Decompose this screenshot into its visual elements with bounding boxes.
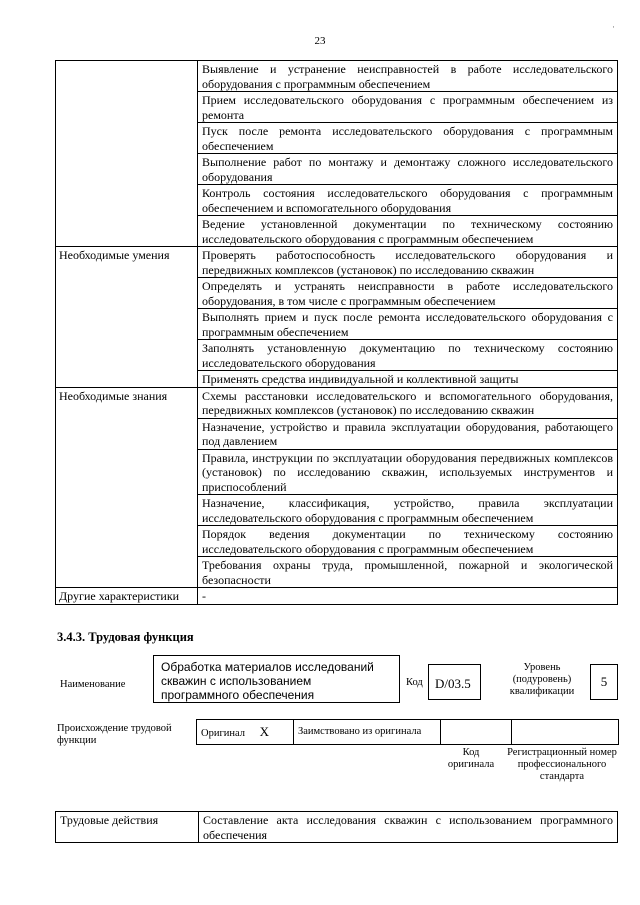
- corner-mark: ·: [612, 22, 615, 32]
- registration-number-cell: [512, 720, 619, 745]
- function-name-box: Обработка материалов исследований скважин с использованием программного обеспечения: [153, 655, 400, 703]
- competency-table: [55, 60, 618, 605]
- row-text: Определять и устранять неисправности в работе исследовательского оборудования, в том числе с программным обеспечением: [198, 278, 618, 309]
- row-text: Схемы расстановки исследовательского и вспомогательного оборудования, передвижных комплексов (установок) по исследованию скважин: [198, 387, 618, 418]
- row-text: Выполнять прием и пуск после ремонта исследовательского оборудования с программным обеспечением: [198, 309, 618, 340]
- table-row: [56, 247, 618, 278]
- level-label: Уровень (подуровень) квалификации: [509, 662, 575, 697]
- row-text: Назначение, устройство и правила эксплуатации оборудования, работающего под давлением: [198, 418, 618, 449]
- row-text: Правила, инструкции по эксплуатации оборудования передвижных комплексов (установок) по исследованию скважин, используемых инструментов и приспособлений: [198, 449, 618, 495]
- row-text: Проверять работоспособность исследовательского оборудования и передвижных комплексов (установок) по исследованию скважин: [198, 247, 618, 278]
- row-text: Порядок ведения документации по техническому состоянию исследовательского оборудования с программным обеспечением: [198, 526, 618, 557]
- page-number: 23: [314, 35, 326, 47]
- table-row: [56, 61, 618, 92]
- origin-label: Происхождение трудовой функции: [57, 723, 172, 746]
- borrowed-cell: [294, 720, 441, 745]
- borrowed-label: Заимствовано из оригинала: [298, 726, 422, 737]
- original-code-cell: [441, 720, 512, 745]
- code-box: D/03.5: [428, 664, 481, 700]
- row-text: Пуск после ремонта исследовательского оборудования с программным обеспечением: [198, 123, 618, 154]
- original-cell: [197, 720, 294, 745]
- row-text: -: [198, 588, 618, 605]
- row-text: Применять средства индивидуальной и коллективной защиты: [198, 371, 618, 388]
- row-text: Выявление и устранение неисправностей в работе исследовательского оборудования с программным обеспечением: [198, 61, 618, 92]
- section-heading: 3.4.3. Трудовая функция: [57, 630, 194, 644]
- row-text: Выполнение работ по монтажу и демонтажу сложного исследовательского оборудования: [198, 154, 618, 185]
- original-mark: X: [259, 724, 270, 739]
- row-label: Необходимые знания: [56, 387, 198, 588]
- row-text: Назначение, классификация, устройство, правила эксплуатации исследовательского оборудования с программным обеспечением: [198, 495, 618, 526]
- table-row: [56, 387, 618, 418]
- actions-label: Трудовые действия: [56, 812, 199, 843]
- level-box: 5: [590, 664, 618, 700]
- original-label: Оригинал: [201, 728, 245, 739]
- row-text: Прием исследовательского оборудования с программным обеспечением из ремонта: [198, 92, 618, 123]
- row-label: [56, 61, 198, 247]
- table-row: [56, 588, 618, 605]
- actions-text: Составление акта исследования скважин с использованием программного обеспечения: [199, 812, 618, 843]
- original-code-caption: Код оригинала: [447, 747, 495, 770]
- row-label: Необходимые умения: [56, 247, 198, 388]
- name-label: Наименование: [60, 679, 126, 690]
- code-label: Код: [406, 677, 423, 688]
- table-row: [56, 812, 618, 843]
- row-text: Контроль состояния исследовательского оборудования с программным обеспечением и вспомогательного оборудования: [198, 185, 618, 216]
- row-text: Заполнять установленную документацию по техническому состоянию исследовательского оборудования: [198, 340, 618, 371]
- registration-number-caption: Регистрационный номер профессионального стандарта: [507, 747, 617, 782]
- row-text: Ведение установленной документации по техническому состоянию исследовательского оборудования с программным обеспечением: [198, 216, 618, 247]
- actions-table: [55, 811, 618, 843]
- row-label: Другие характеристики: [56, 588, 198, 605]
- origin-table: [196, 719, 619, 745]
- row-text: Требования охраны труда, промышленной, пожарной и экологической безопасности: [198, 557, 618, 588]
